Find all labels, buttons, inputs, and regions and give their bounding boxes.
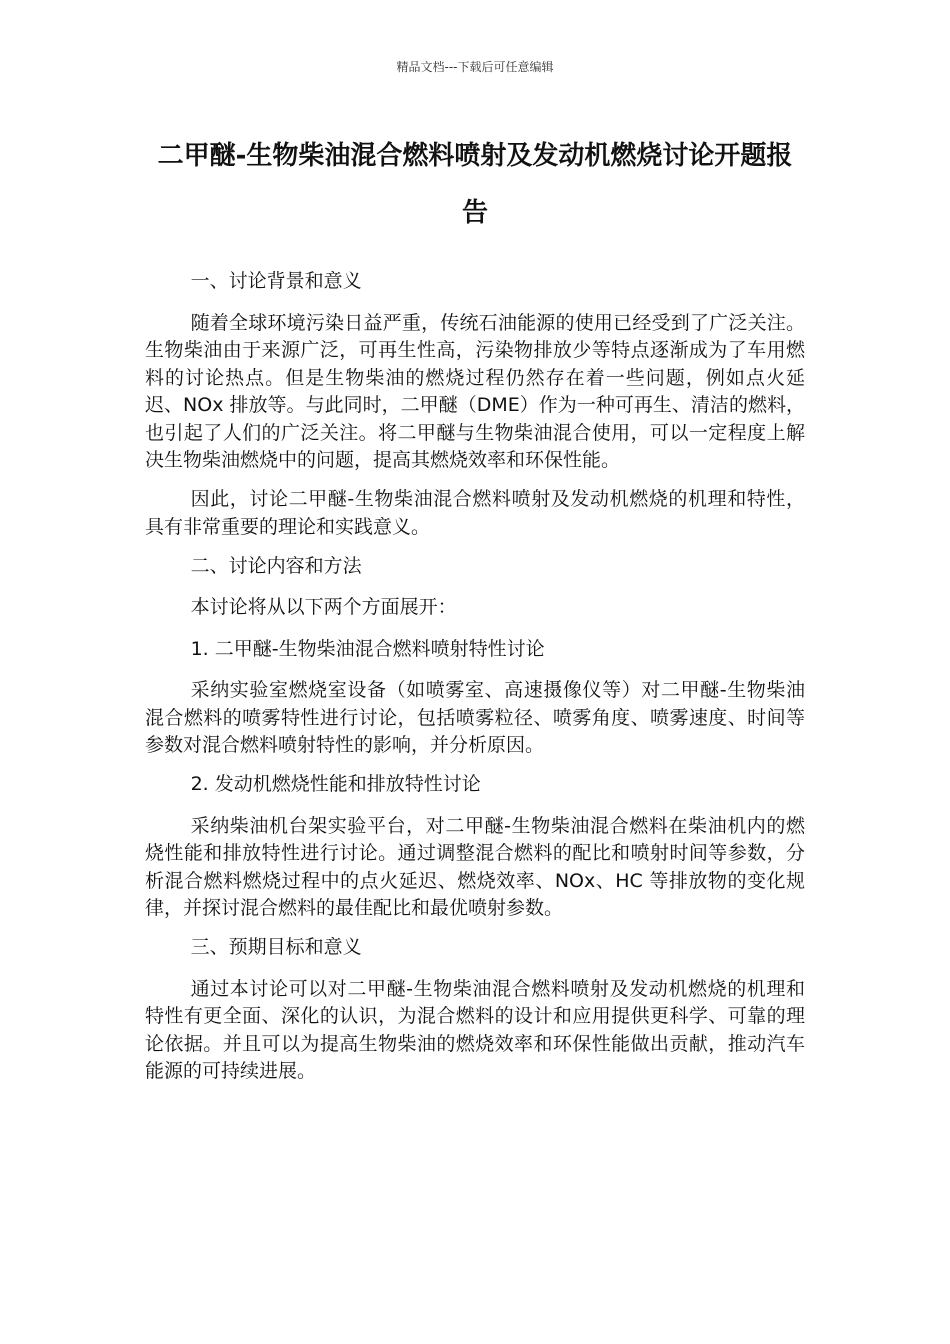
section-3-paragraph-1: 通过本讨论可以对二甲醚-生物柴油混合燃料喷射及发动机燃烧的机理和特性有更全面、深化的认识，为混合燃料的设计和应用提供更科学、可靠的理论依据。并且可以为提高生物柴油的燃烧效率和环保性能做出贡献，推动汽车能源的可持续进展。 [145,977,805,1082]
section-2-item-2-heading: 2. 发动机燃烧性能和排放特性讨论 [190,773,481,795]
page-header-note: 精品文档---下载后可任意编辑 [396,60,554,74]
section-2-intro: 本讨论将从以下两个方面展开： [190,596,457,618]
section-2-heading: 二、讨论内容和方法 [190,554,362,577]
section-1-paragraph-1: 随着全球环境污染日益严重，传统石油能源的使用已经受到了广泛关注。生物柴油由于来源广泛，可再生性高，污染物排放少等特点逐渐成为了车用燃料的讨论热点。但是生物柴油的燃烧过程仍然存在着一些问题，例如点火延迟、NOx 排放等。与此同时，二甲醚（DME）作为一种可再生、清洁的燃料，也引起了人们的广泛关注。将二甲醚与生物柴油混合使用，可以一定程度上解决生物柴油燃烧中的问题，提高其燃烧效率和环保性能。 [145,311,805,471]
document-title: 二甲醚-生物柴油混合燃料喷射及发动机燃烧讨论开题报告 [157,141,793,228]
section-1-heading: 一、讨论背景和意义 [190,270,362,292]
section-2-item-2-text: 采纳柴油机台架实验平台，对二甲醚-生物柴油混合燃料在柴油机内的燃烧性能和排放特性进行讨论。通过调整混合燃料的配比和喷射时间等参数，分析混合燃料燃烧过程中的点火延迟、燃烧效率、NOx、HC 等排放物的变化规律，并探讨混合燃料的最佳配比和最优喷射参数。 [145,814,805,919]
section-2-item-1-heading: 1. 二甲醚-生物柴油混合燃料喷射特性讨论 [190,637,545,660]
document-body [145,268,805,1097]
section-3-heading: 三、预期目标和意义 [190,936,362,958]
section-2-item-1-text: 采纳实验室燃烧室设备（如喷雾室、高速摄像仪等）对二甲醚-生物柴油混合燃料的喷雾特性进行讨论，包括喷雾粒径、喷雾角度、喷雾速度、时间等参数对混合燃料喷射特性的影响，并分析原因。 [145,679,805,756]
section-1-paragraph-2: 因此，讨论二甲醚-生物柴油混合燃料喷射及发动机燃烧的机理和特性，具有非常重要的理论和实践意义。 [145,488,805,538]
